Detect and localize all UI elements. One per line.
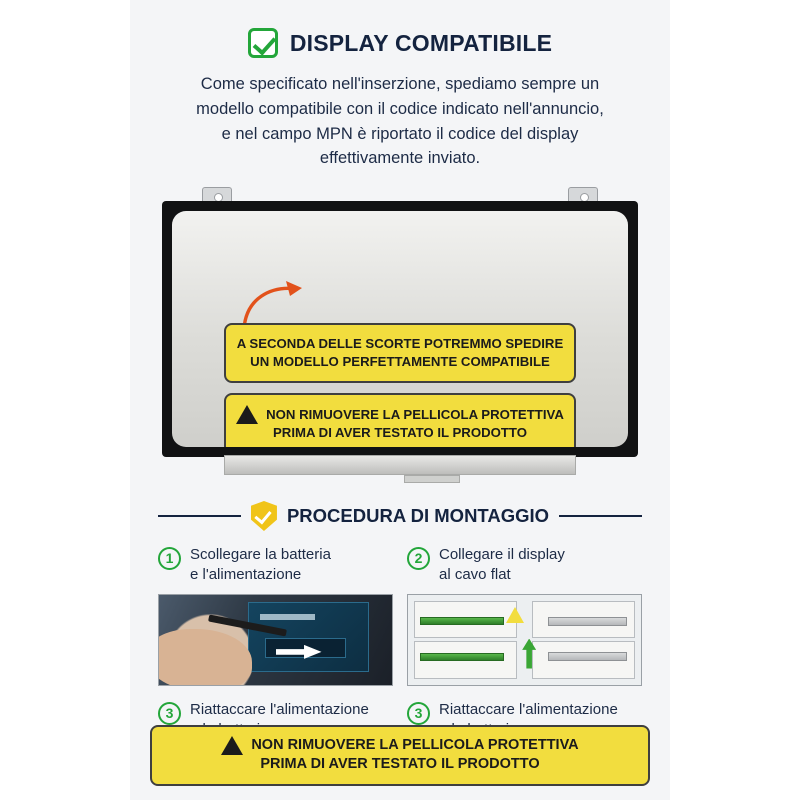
film-warning-line-2: PRIMA DI AVER TESTATO IL PRODOTTO [273,425,527,440]
step-3-left-line-1: Riattaccare l'alimentazione [190,700,369,718]
shield-check-icon [251,501,277,531]
flat-cable-connector-photo [407,594,642,686]
banner-row-1 [158,736,642,756]
motherboard-graphic [248,602,369,672]
warning-triangle-icon [221,736,243,755]
step-1-number: 1 [158,547,181,570]
banner-line-1: NON RIMUOVERE LA PELLICOLA PROTETTIVA [251,736,579,753]
display-panel-illustration [154,187,646,487]
step-2-line-2: al cavo flat [439,566,511,584]
step-2-number: 2 [407,547,430,570]
procedure-header [158,501,642,531]
step-2 [407,545,642,686]
steps-row-top [158,545,642,686]
procedure-title: PROCEDURA DI MONTAGGIO [286,505,550,526]
intro-line-1: Come specificato nell'inserzione, spediamo sempre un [200,75,600,93]
hand-graphic [158,629,252,686]
step-1-line-2: e l'alimentazione [190,566,302,584]
flat-cable-graphic-1 [420,617,504,625]
intro-paragraph [160,72,640,171]
compatibility-callout-line-2: UN MODELLO PERFETTAMENTE COMPATIBILE [250,353,550,369]
step-1-text [190,545,331,586]
screen-connector [404,475,460,483]
intro-line-2: modello compatibile con il codice indicato nell'annuncio, [196,99,604,118]
screen-surface [172,211,628,447]
header [150,0,650,58]
divider-left [158,515,241,517]
step-1-line-1: Scollegare la batteria [190,546,331,563]
step-2-line-1: Collegare il display [439,546,565,563]
socket-graphic-2 [548,652,627,661]
film-warning-line-1: NON RIMUOVERE LA PELLICOLA PROTETTIVA [266,406,564,422]
film-warning-callout [224,393,576,447]
step-2-text [439,545,565,586]
compatibility-callout-line-1: A SECONDA DELLE SCORTE POTREMMO SPEDIRE [236,336,564,351]
laptop-motherboard-photo [158,594,393,686]
divider-right [559,515,642,517]
step-3-right-number: 3 [407,702,430,725]
page-title: DISPLAY COMPATIBILE [289,29,553,56]
bottom-warning-banner [150,725,650,786]
step-3-right-line-1: Riattaccare l'alimentazione [439,700,618,718]
socket-graphic-1 [548,617,627,626]
intro-line-4: effettivamente inviato. [319,149,481,168]
screen-bezel [162,201,638,457]
step-1-header [158,545,393,586]
content-column [150,0,650,800]
banner-line-2: PRIMA DI AVER TESTATO IL PRODOTTO [260,756,540,773]
screen-bottom-strip [224,455,576,475]
warning-triangle-icon [236,405,258,424]
film-warning-row-1 [232,405,568,424]
step-3-left-number: 3 [158,702,181,725]
compatibility-callout [224,323,576,383]
warning-triangle-small-icon [506,607,524,623]
step-1 [158,545,393,686]
step-2-header [407,545,642,586]
intro-line-3: e nel campo MPN è riportato il codice del display [221,124,579,143]
flat-cable-graphic-2 [420,653,504,661]
checkbox-checked-icon [248,28,278,58]
